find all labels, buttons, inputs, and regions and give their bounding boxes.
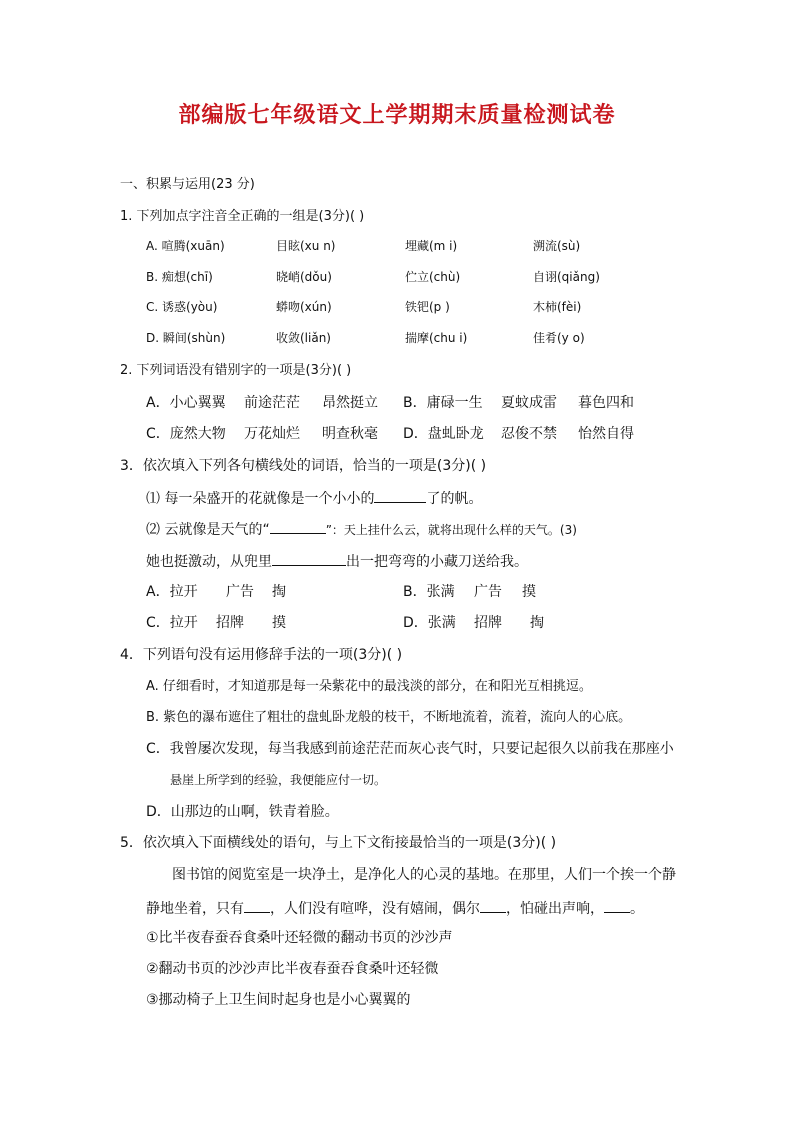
question-2-stem: 2. 下列词语没有错别字的一项是(3分)( ) <box>120 363 352 378</box>
q4-option-b: B. 紫色的瀑布遮住了粗壮的盘虬卧龙般的枝干，不断地流着，流着，流向人的心底。 <box>146 710 632 725</box>
q3-sentence-3-part-a: 她也挺激动，从兜里 <box>146 554 272 570</box>
q3-sentence-1-part-a: ⑴ 每一朵盛开的花就像是一个小小的 <box>146 491 375 507</box>
q3-option: 掏 <box>272 584 286 600</box>
option-a-2: 目眩(xu n) <box>276 239 336 253</box>
q3-sentence-2-part-a: ⑵ 云就像是天气的“ <box>146 522 270 538</box>
page-title: 部编版七年级语文上学期期末质量检测试卷 <box>178 103 616 128</box>
q5-passage-part-b: ，人们没有喧哗，没有嬉闹，偶尔 <box>270 901 480 917</box>
option-d-3: 揣摩(chu i) <box>405 331 468 345</box>
answer-blank <box>272 551 346 566</box>
q5-choice-3: ③挪动椅子上卫生间时起身也是小心翼翼的 <box>146 992 411 1008</box>
q2-word: 昂然挺立 <box>322 395 378 411</box>
q2-word: C．庞然大物 <box>146 426 226 442</box>
answer-blank <box>374 488 426 503</box>
answer-blank <box>244 898 270 913</box>
question-3-stem: 3．依次填入下列各句横线处的词语，恰当的一项是(3分)( ) <box>120 458 487 474</box>
answer-blank <box>604 898 630 913</box>
option-a-4: 溯流(sù) <box>533 239 581 253</box>
q5-passage-line-2 <box>146 898 644 918</box>
q4-option-c-line-2: 悬崖上所学到的经验，我便能应付一切。 <box>170 773 387 787</box>
q3-sentence-2 <box>146 519 577 540</box>
q3-option: D．张满 <box>403 615 456 631</box>
q2-word: 怡然自得 <box>578 426 634 442</box>
q3-option: A．拉开 <box>146 584 198 600</box>
q5-passage-line-1: 图书馆的阅览室是一块净土，是净化人的心灵的基地。在那里，人们一个挨一个静 <box>172 867 676 883</box>
q3-option: 广告 <box>226 584 254 600</box>
q3-option: 广告 <box>474 584 502 600</box>
question-1-stem: 1. 下列加点字注音全正确的一组是(3分)( ) <box>120 209 365 224</box>
q4-option-d: D．山那边的山啊，铁青着脸。 <box>146 804 339 820</box>
option-d-4: 佳肴(y o) <box>533 331 585 345</box>
q2-word: A．小心翼翼 <box>146 395 226 411</box>
q3-option: 招牌 <box>216 615 244 631</box>
q3-sentence-1-part-b: 了的帆。 <box>426 491 483 507</box>
option-b-2: 晓峭(dǒu) <box>276 270 332 284</box>
option-a-1: A. 喧腾(xuān) <box>146 239 225 253</box>
question-4-stem: 4．下列语句没有运用修辞手法的一项(3分)( ) <box>120 647 403 663</box>
q5-choice-2: ②翻动书页的沙沙声比半夜春蚕吞食桑叶还轻微 <box>146 961 439 977</box>
option-d-2: 收敛(liǎn) <box>276 331 331 345</box>
q2-word: 忍俊不禁 <box>501 426 557 442</box>
q3-sentence-2-part-b: ”：天上挂什么云，就将出现什么样的天气。(3) <box>325 523 577 537</box>
q3-option: 掏 <box>530 615 544 631</box>
option-b-1: B. 痴想(chī) <box>146 270 213 284</box>
option-a-3: 埋藏(m i) <box>405 239 458 253</box>
option-b-3: 伫立(chù) <box>405 270 461 284</box>
option-c-1: C. 诱惑(yòu) <box>146 300 218 314</box>
answer-blank <box>480 898 506 913</box>
q3-option: 招牌 <box>474 615 502 631</box>
q4-option-a: A. 仔细看时，才知道那是每一朵紫花中的最浅淡的部分，在和阳光互相挑逗。 <box>146 679 592 694</box>
q5-choice-1: ①比半夜春蚕吞食桑叶还轻微的翻动书页的沙沙声 <box>146 930 453 946</box>
q2-word: 暮色四和 <box>578 395 634 411</box>
option-b-4: 自诩(qiǎng) <box>533 270 600 284</box>
q3-sentence-3 <box>146 551 528 571</box>
question-5-stem: 5．依次填入下面横线处的语句，与上下文衔接最恰当的一项是(3分)( ) <box>120 835 557 851</box>
q4-option-c-line-1: C．我曾屡次发现，每当我感到前途茫茫而灰心丧气时，只要记起很久以前我在那座小 <box>146 741 674 757</box>
q2-word: D．盘虬卧龙 <box>403 426 484 442</box>
option-d-1: D. 瞬间(shùn) <box>146 331 226 345</box>
q5-passage-part-c: ，怕碰出声响， <box>506 901 604 917</box>
q5-passage-part-d: 。 <box>630 901 644 917</box>
q3-sentence-3-part-b: 出一把弯弯的小藏刀送给我。 <box>346 554 528 570</box>
q5-passage-part-a: 静地坐着，只有 <box>146 901 244 917</box>
q2-word: 明查秋毫 <box>322 426 378 442</box>
option-c-4: 木柿(fèi) <box>533 300 582 314</box>
q3-option: 摸 <box>272 615 286 631</box>
q2-word: 夏蚊成雷 <box>501 395 557 411</box>
q3-option: 摸 <box>522 584 536 600</box>
q2-word: 万花灿烂 <box>244 426 300 442</box>
q3-sentence-1 <box>146 488 482 508</box>
answer-blank <box>270 519 326 534</box>
option-c-3: 铁钯(p ) <box>405 300 450 314</box>
q2-word: 前途茫茫 <box>244 395 300 411</box>
section-heading: 一、积累与运用(23 分) <box>120 177 255 192</box>
q3-option: B．张满 <box>403 584 455 600</box>
q3-option: C．拉开 <box>146 615 198 631</box>
option-c-2: 蟒吻(xún) <box>276 300 332 314</box>
q2-word: B．庸碌一生 <box>403 395 483 411</box>
